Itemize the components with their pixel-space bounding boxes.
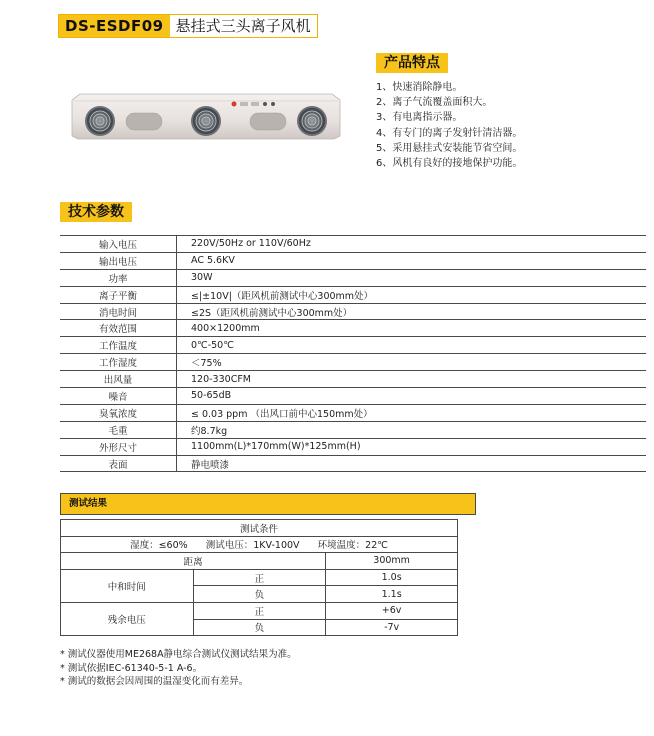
note-item: * 测试仪器使用ME268A静电综合测试仪测试结果为准。	[60, 649, 297, 660]
test-conditions-label: 测试条件	[61, 520, 458, 537]
table-row	[60, 421, 646, 438]
table-row	[60, 438, 646, 455]
feature-item: 6、风机有良好的接地保护功能。	[376, 158, 523, 170]
spec-value: 220V/50Hz or 110V/60Hz	[177, 236, 647, 253]
table-row	[60, 388, 646, 405]
table-row	[61, 553, 458, 570]
distance-value: 300mm	[326, 553, 458, 570]
spec-value: 静电喷漆	[177, 455, 647, 472]
spec-value: 400×1200mm	[177, 320, 647, 337]
neutralize-negative-value: 1.1s	[326, 586, 458, 603]
feature-item: 4、有专门的离子发射针清洁器。	[376, 127, 523, 139]
spec-key: 毛重	[60, 421, 177, 438]
spec-key: 表面	[60, 455, 177, 472]
table-row	[60, 337, 646, 354]
polarity-negative: 负	[193, 619, 326, 636]
residual-voltage-label: 残余电压	[61, 602, 194, 635]
features-list	[376, 80, 522, 171]
spec-key: 离子平衡	[60, 286, 177, 303]
spec-key: 输出电压	[60, 252, 177, 269]
fan-left-icon	[85, 106, 115, 136]
table-row	[60, 252, 646, 269]
residual-positive-value: +6v	[326, 602, 458, 619]
polarity-negative: 负	[193, 586, 326, 603]
table-row	[60, 404, 646, 421]
table-row	[60, 320, 646, 337]
spec-value: ≤2S（距风机前测试中心300mm处）	[177, 303, 647, 320]
test-results-table	[60, 519, 458, 636]
spec-key: 出风量	[60, 371, 177, 388]
polarity-positive: 正	[193, 569, 326, 586]
note-item: * 测试的数据会因周围的温湿变化而有差异。	[60, 676, 249, 687]
polarity-positive: 正	[193, 602, 326, 619]
table-row	[60, 303, 646, 320]
neutralize-time-label: 中和时间	[61, 569, 194, 602]
table-row	[61, 520, 458, 537]
spec-key: 有效范围	[60, 320, 177, 337]
spec-value: 约8.7kg	[177, 421, 647, 438]
spec-value: 50-65dB	[177, 388, 647, 405]
test-conditions: 湿度：≤60% 测试电压：1KV-100V 环境温度：22℃	[61, 536, 458, 553]
spec-key: 消电时间	[60, 303, 177, 320]
product-header	[58, 14, 318, 38]
distance-label: 距离	[61, 553, 326, 570]
table-row	[60, 455, 646, 472]
feature-item: 2、离子气流覆盖面积大。	[376, 97, 493, 109]
spec-key: 臭氧浓度	[60, 404, 177, 421]
spec-key: 噪音	[60, 388, 177, 405]
model-number: DS-ESDF09	[59, 15, 170, 37]
spec-key: 工作湿度	[60, 354, 177, 371]
spec-value: AC 5.6KV	[177, 252, 647, 269]
feature-item: 1、快速消除静电。	[376, 82, 463, 93]
spec-key: 工作温度	[60, 337, 177, 354]
table-row	[60, 236, 646, 253]
table-row	[60, 286, 646, 303]
feature-item: 3、有电离指示器。	[376, 112, 463, 124]
table-row	[61, 536, 458, 553]
spec-value: 0℃-50℃	[177, 337, 647, 354]
spec-table	[60, 235, 646, 472]
spec-value: ≤ 0.03 ppm （出风口前中心150mm处）	[177, 404, 647, 421]
residual-negative-value: -7v	[326, 619, 458, 636]
features-title: 产品特点	[376, 53, 448, 73]
test-notes	[60, 648, 297, 689]
spec-key: 功率	[60, 269, 177, 286]
product-name: 悬挂式三头离子风机	[170, 15, 317, 37]
spec-value: ＜75%	[177, 354, 647, 371]
spec-key: 输入电压	[60, 236, 177, 253]
note-item: * 测试依据IEC-61340-5-1 A-6。	[60, 662, 203, 674]
table-row	[60, 269, 646, 286]
tech-title: 技术参数	[60, 202, 132, 222]
table-row	[60, 354, 646, 371]
feature-item: 5、采用悬挂式安装能节省空间。	[376, 142, 523, 154]
spec-value: ≤|±10V|（距风机前测试中心300mm处）	[177, 286, 647, 303]
spec-value: 120-330CFM	[177, 371, 647, 388]
table-row	[61, 569, 458, 586]
table-row	[61, 602, 458, 619]
fan-right-icon	[297, 106, 327, 136]
spec-value: 1100mm(L)*170mm(W)*125mm(H)	[177, 438, 647, 455]
spec-key: 外形尺寸	[60, 438, 177, 455]
product-image	[70, 92, 342, 140]
table-row	[60, 371, 646, 388]
test-title: 测试结果	[60, 493, 476, 515]
spec-value: 30W	[177, 269, 647, 286]
neutralize-positive-value: 1.0s	[326, 569, 458, 586]
fan-center-icon	[191, 106, 221, 136]
